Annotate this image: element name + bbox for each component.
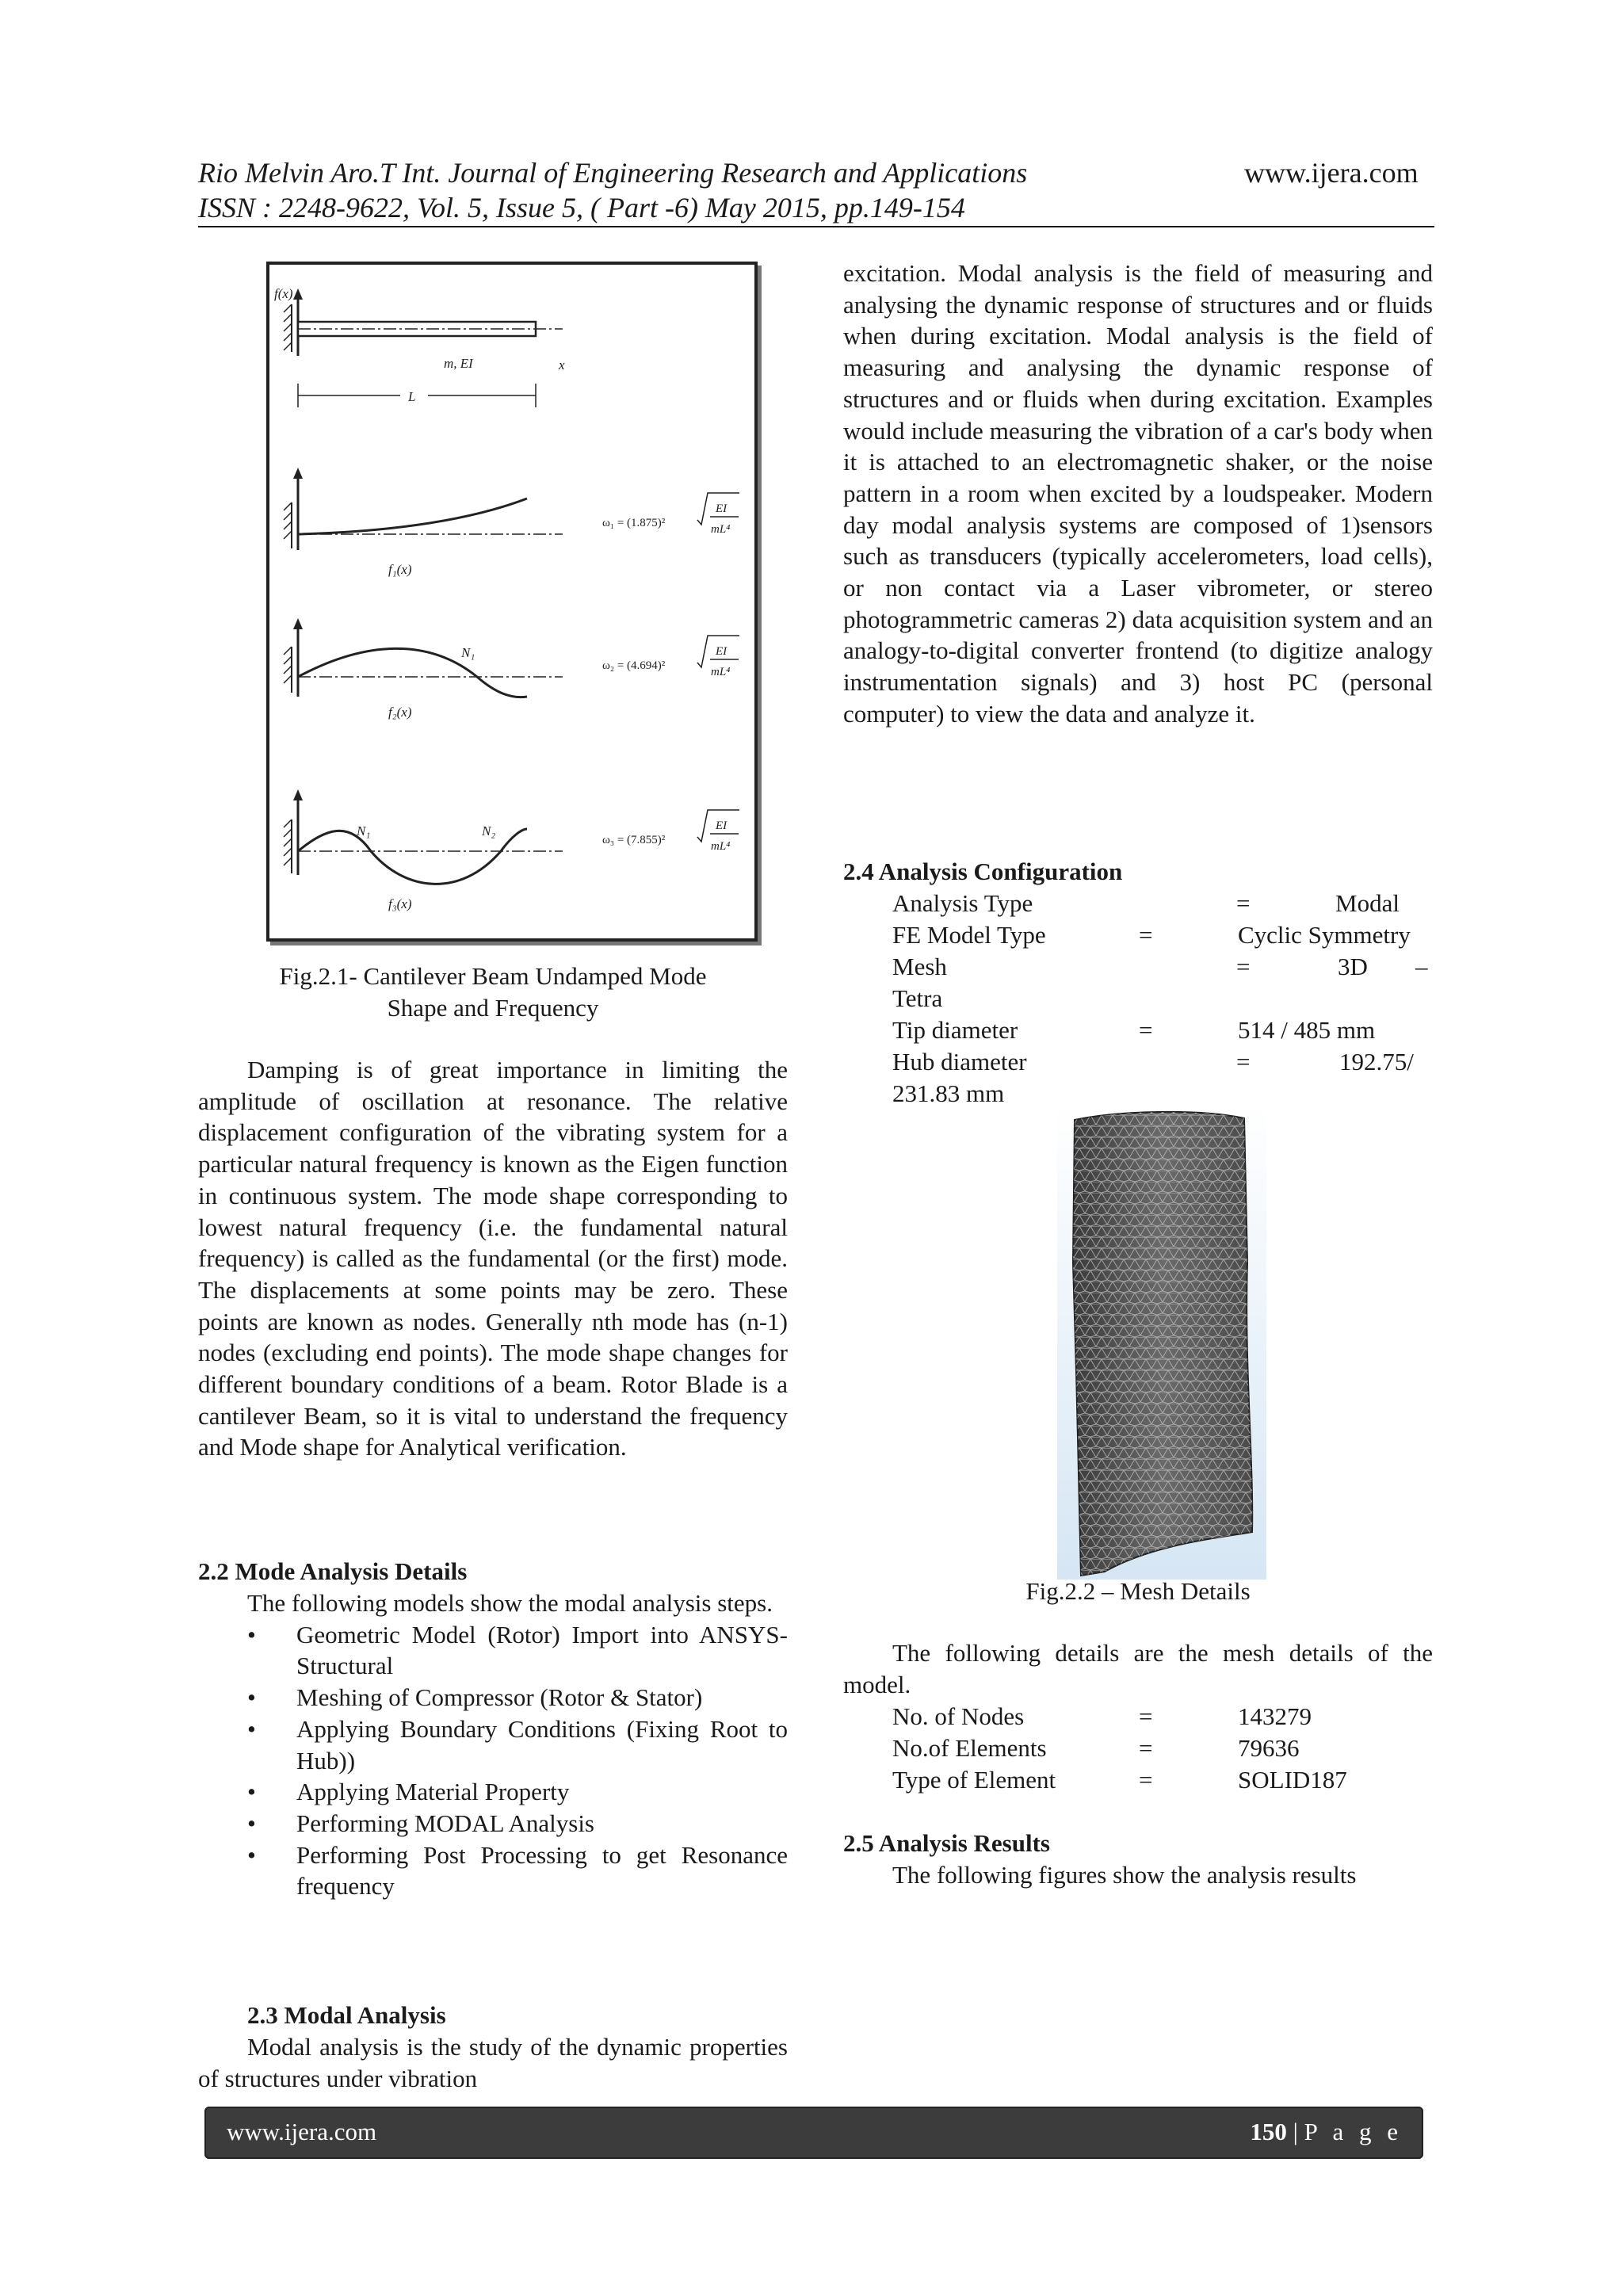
omega2-label: ω₂ = (4.694)² bbox=[602, 659, 666, 672]
omega2-EI: EI bbox=[716, 645, 727, 658]
analysis-steps-list bbox=[198, 1619, 788, 1902]
damping-paragraph: Damping is of great importance in limiting the amplitude of oscillation at resonance. The relative displacement configuration of the vibrating system for a particular natural frequency is known as the Eigen function in continuous system. The mode shape corresponding to lowest natural frequency (i.e. the fundamental natural frequency) is called as the fundamental (or the first) mode. The displacements at some points may be zero. These points are known as nodes. Generally nth mode has (n-1) nodes (excluding end points). The mode shape changes for different boundary conditions of a beam. Rotor Blade is a cantilever Beam, so it is vital to understand the frequency and Mode shape for Analytical verification. bbox=[198, 1056, 788, 1461]
step-text: Meshing of Compressor (Rotor & Stator) bbox=[296, 1683, 703, 1712]
list-item bbox=[198, 1619, 788, 1682]
running-header-website: www.ijera.com bbox=[1244, 157, 1419, 189]
config-hub-label: Hub diameter bbox=[892, 1048, 1027, 1075]
section-2-2-intro: The following models show the modal analysis steps. bbox=[247, 1589, 773, 1617]
mesh-elements-label: No.of Elements bbox=[892, 1734, 1047, 1762]
config-mesh-label: Mesh bbox=[892, 953, 947, 980]
config-hub-value: 192.75/ bbox=[1339, 1048, 1414, 1075]
config-analysis-type-value: Modal bbox=[1335, 889, 1400, 917]
beam-panel bbox=[274, 286, 565, 407]
config-equals: = bbox=[1236, 953, 1251, 980]
mesh-blade-image bbox=[1057, 1104, 1266, 1580]
config-mesh-dash: – bbox=[1415, 953, 1428, 980]
mode2-panel bbox=[284, 618, 739, 720]
omega1-label: ω₁ = (1.875)² bbox=[602, 517, 666, 529]
N1-label-mode3: N₁ bbox=[357, 823, 371, 839]
config-equals: = bbox=[1139, 1016, 1153, 1044]
omega3-EI: EI bbox=[716, 819, 727, 832]
section-2-2-heading: 2.2 Mode Analysis Details bbox=[198, 1557, 468, 1585]
config-hub-value-cont: 231.83 mm bbox=[892, 1079, 1005, 1107]
config-equals: = bbox=[1236, 889, 1251, 917]
f3-label: f₃(x) bbox=[388, 896, 412, 911]
config-mesh-value: 3D bbox=[1338, 953, 1368, 980]
list-item bbox=[198, 1713, 788, 1776]
config-tip-value: 514 / 485 mm bbox=[1238, 1016, 1376, 1044]
omega2-mL4: mL⁴ bbox=[711, 666, 731, 678]
config-fe-model-value: Cyclic Symmetry bbox=[1238, 921, 1411, 949]
mesh-equals: = bbox=[1139, 1766, 1153, 1794]
bullet: • bbox=[247, 1809, 256, 1837]
mesh-type-label: Type of Element bbox=[892, 1766, 1056, 1794]
bullet: • bbox=[247, 1840, 256, 1869]
omega1-EI: EI bbox=[716, 502, 727, 515]
mode1-panel bbox=[284, 468, 739, 577]
section-2-5-heading: 2.5 Analysis Results bbox=[843, 1829, 1050, 1857]
figure1-caption bbox=[198, 961, 788, 1024]
mesh-equals: = bbox=[1139, 1702, 1153, 1730]
step-text: Geometric Model (Rotor) Import into ANSYS-Structural bbox=[296, 1620, 788, 1680]
fx-label: f(x) bbox=[274, 286, 293, 301]
section-2-2-body bbox=[198, 1587, 788, 1902]
figure2-caption: Fig.2.2 – Mesh Details bbox=[1025, 1577, 1251, 1605]
mesh-type-value: SOLID187 bbox=[1238, 1766, 1347, 1794]
f1-label: f₁(x) bbox=[388, 562, 412, 577]
running-header-issue: ISSN : 2248-9622, Vol. 5, Issue 5, ( Part -6) May 2015, pp.149-154 bbox=[198, 192, 965, 223]
config-analysis-type-label: Analysis Type bbox=[892, 889, 1033, 917]
config-equals: = bbox=[1236, 1048, 1251, 1075]
footer-website: www.ijera.com bbox=[227, 2118, 377, 2145]
left-column bbox=[198, 1054, 788, 1463]
page-word: P a g e bbox=[1304, 2118, 1403, 2145]
config-tip-label: Tip diameter bbox=[892, 1016, 1018, 1044]
mesh-equals: = bbox=[1139, 1734, 1153, 1762]
figure-cantilever-modes bbox=[266, 262, 758, 942]
config-mesh-value-cont: Tetra bbox=[892, 984, 943, 1012]
page-separator: | bbox=[1293, 2118, 1298, 2145]
bullet: • bbox=[247, 1778, 256, 1806]
modal-analysis-paragraph: excitation. Modal analysis is the field of measuring and analysing the dynamic response of structures and or fluids when during excitation. Modal analysis is the field of measuring and analysing the dynamic response of structures and or fluids when during excitation. Examples would include measuring the vibration of a car's body when it is attached to an electromagnetic shaker, or the noise pattern in a room when excited by a loudspeaker. Modern day modal analysis systems are composed of 1)sensors such as transducers (typically accelerometers, load cells), or non contact via a Laser vibrometer, or stereo photogrammetric cameras 2) data acquisition system and an analogy-to-digital converter frontend (to digitize analogy instrumentation signals) and 3) host PC (personal computer) to view the data and analyze it. bbox=[843, 259, 1433, 728]
section-2-3-text: Modal analysis is the study of the dynamic properties of structures under vibration bbox=[198, 2033, 788, 2092]
omega3-label: ω₃ = (7.855)² bbox=[602, 834, 666, 846]
mesh-intro-text: The following details are the mesh details of the model. bbox=[843, 1639, 1433, 1698]
step-text: Performing MODAL Analysis bbox=[296, 1809, 594, 1837]
step-text: Applying Boundary Conditions (Fixing Root to Hub)) bbox=[296, 1714, 788, 1775]
list-item bbox=[198, 1682, 788, 1713]
header-rule bbox=[198, 226, 1434, 227]
section-2-4-heading: 2.4 Analysis Configuration bbox=[843, 858, 1123, 885]
mesh-nodes-value: 143279 bbox=[1238, 1702, 1312, 1730]
mode3-panel bbox=[284, 789, 739, 911]
config-fe-model-label: FE Model Type bbox=[892, 921, 1046, 949]
figure1-caption-line2: Shape and Frequency bbox=[387, 994, 599, 1022]
list-item bbox=[198, 1776, 788, 1808]
N1-label-mode2: N₁ bbox=[461, 645, 475, 660]
bullet: • bbox=[247, 1620, 256, 1648]
figure-mesh-details bbox=[1057, 1104, 1266, 1580]
mesh-elements-value: 79636 bbox=[1238, 1734, 1300, 1762]
mesh-nodes-label: No. of Nodes bbox=[892, 1702, 1025, 1730]
omega3-mL4: mL⁴ bbox=[711, 840, 731, 853]
mEI-label: m, EI bbox=[444, 356, 473, 371]
figure1-caption-line1: Fig.2.1- Cantilever Beam Undamped Mode bbox=[279, 962, 707, 990]
length-label: L bbox=[408, 389, 416, 404]
cantilever-diagram bbox=[269, 265, 754, 938]
bullet: • bbox=[247, 1714, 256, 1743]
N2-label-mode3: N₂ bbox=[482, 823, 496, 839]
running-header-title: Rio Melvin Aro.T Int. Journal of Engineering Research and Applications bbox=[198, 157, 1028, 189]
page-number: 150 bbox=[1250, 2118, 1287, 2145]
section-2-3-body bbox=[198, 2031, 788, 2094]
config-equals: = bbox=[1139, 921, 1153, 949]
omega1-mL4: mL⁴ bbox=[711, 523, 731, 536]
step-text: Performing Post Processing to get Resonance frequency bbox=[296, 1840, 788, 1901]
list-item bbox=[198, 1839, 788, 1902]
section-2-3-heading: 2.3 Modal Analysis bbox=[247, 2001, 446, 2029]
right-column-continuation bbox=[843, 258, 1433, 730]
step-text: Applying Material Property bbox=[296, 1778, 570, 1806]
f2-label: f₂(x) bbox=[388, 705, 412, 720]
section-2-5-text: The following figures show the analysis results bbox=[892, 1861, 1357, 1889]
list-item bbox=[198, 1808, 788, 1839]
footer-page-indicator bbox=[1236, 2116, 1403, 2148]
bullet: • bbox=[247, 1683, 256, 1712]
x-axis-label: x bbox=[559, 357, 565, 372]
mesh-intro bbox=[843, 1637, 1433, 1700]
